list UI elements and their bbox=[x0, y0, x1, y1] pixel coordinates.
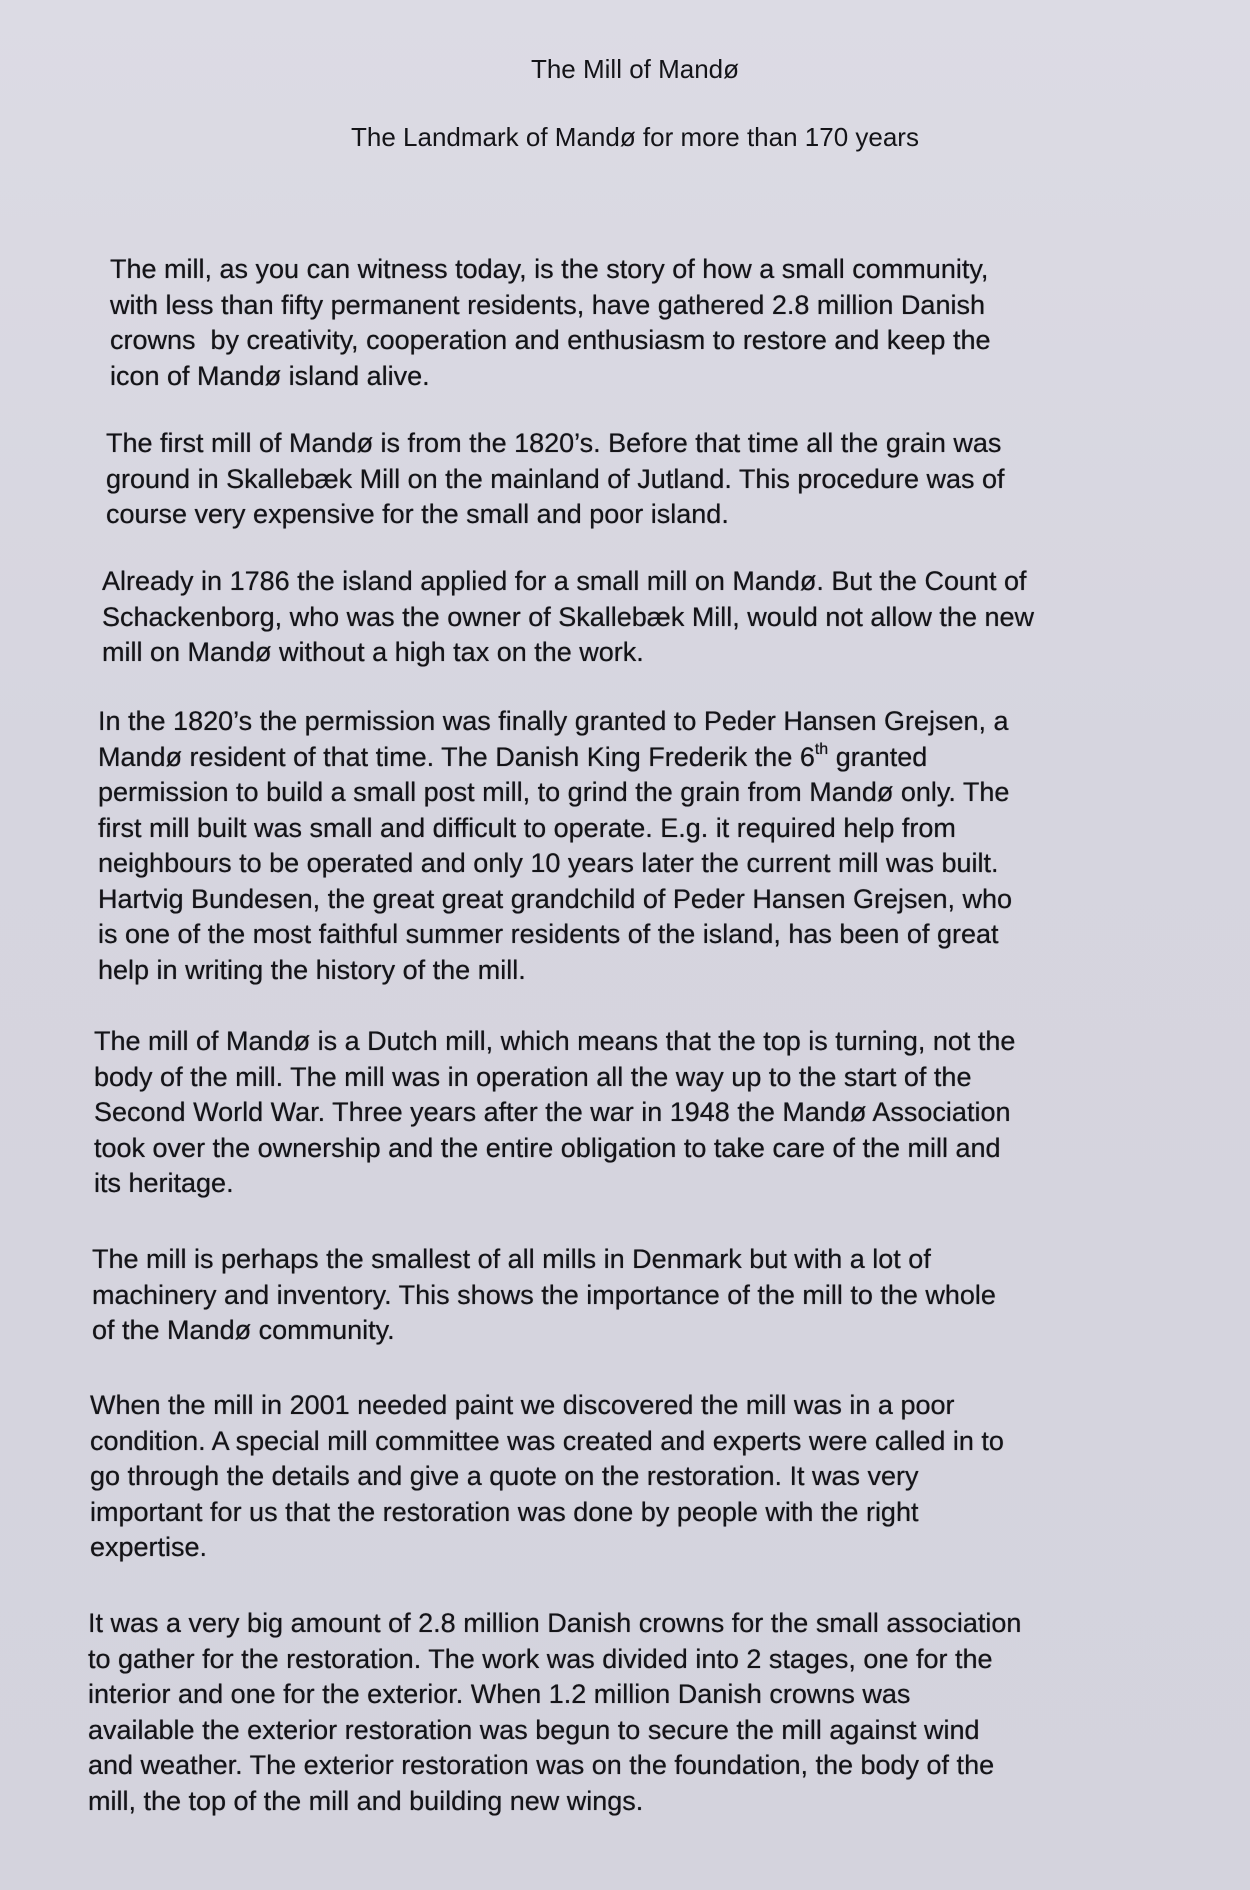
text-line: help in writing the history of the mill. bbox=[98, 954, 526, 985]
text-line: available the exterior restoration was begun to secure the mill against wind bbox=[88, 1714, 980, 1745]
text-line: Schackenborg, who was the owner of Skallebæk Mill, would not allow the new bbox=[102, 601, 1034, 632]
text-line: Hartvig Bundesen, the great great grandchild of Peder Hansen Grejsen, who bbox=[98, 883, 1013, 914]
text-line: to gather for the restoration. The work was divided into 2 stages, one for the bbox=[88, 1643, 993, 1674]
text-line: condition. A special mill committee was created and experts were called in to bbox=[90, 1425, 1004, 1456]
text-line: machinery and inventory. This shows the importance of the mill to the whole bbox=[92, 1279, 996, 1310]
text-line: course very expensive for the small and poor island. bbox=[106, 499, 729, 529]
paragraph-smallest-mill bbox=[92, 1242, 996, 1349]
text-line: icon of Mandø island alive. bbox=[110, 360, 430, 391]
text-line: ground in Skallebæk Mill on the mainland of Jutland. This procedure was of bbox=[106, 463, 1005, 494]
superscript: th bbox=[814, 740, 829, 758]
text-line: first mill built was small and difficult to operate. E.g. it required help from bbox=[98, 812, 956, 843]
paragraph-dutch-mill bbox=[94, 1024, 1015, 1202]
text-line: Second World War. Three years after the war in 1948 the Mandø Association bbox=[94, 1097, 1011, 1127]
text-line: its heritage. bbox=[94, 1168, 234, 1198]
text-fragment: Mandø resident of that time. The Danish King Frederik the 6 bbox=[98, 741, 815, 772]
paragraph-restoration-funding bbox=[88, 1606, 1021, 1819]
text-line: The mill, as you can witness today, is the story of how a small community, bbox=[110, 254, 989, 284]
text-line: mill, the top of the mill and building new wings. bbox=[88, 1785, 644, 1816]
document-title: The Mill of Mandø bbox=[530, 54, 740, 84]
text-line: The mill of Mandø is a Dutch mill, which means that the top is turning, not the bbox=[94, 1026, 1016, 1056]
text-line: The mill is perhaps the smallest of all mills in Denmark but with a lot of bbox=[92, 1244, 931, 1274]
text-line: go through the details and give a quote on the restoration. It was very bbox=[90, 1461, 919, 1491]
text-line: Already in 1786 the island applied for a small mill on Mandø. But the Count of bbox=[102, 566, 1027, 596]
text-line: body of the mill. The mill was in operation all the way up to the start of the bbox=[94, 1061, 972, 1092]
text-line: took over the ownership and the entire obligation to take care of the mill and bbox=[94, 1132, 1001, 1163]
text-line: is one of the most faithful summer residents of the island, has been of great bbox=[98, 919, 999, 949]
document-subtitle: The Landmark of Mandø for more than 170 years bbox=[351, 122, 919, 152]
text-line: and weather. The exterior restoration was on the foundation, the body of the bbox=[88, 1750, 995, 1780]
text-line: crowns by creativity, cooperation and enthusiasm to restore and keep the bbox=[110, 325, 991, 355]
text-line: with less than fifty permanent residents, have gathered 2.8 million Danish bbox=[110, 289, 985, 320]
paragraph-2001-condition bbox=[90, 1388, 1004, 1566]
text-line: interior and one for the exterior. When 1.2 million Danish crowns was bbox=[88, 1679, 911, 1709]
text-line: neighbours to be operated and only 10 years later the current mill was built. bbox=[98, 848, 999, 878]
text-line: The first mill of Mandø is from the 1820’s. Before that time all the grain was bbox=[106, 428, 1002, 458]
text-line: It was a very big amount of 2.8 million Danish crowns for the small association bbox=[88, 1608, 1022, 1638]
paragraph-1786-application bbox=[102, 564, 1034, 671]
paragraph-first-mill bbox=[106, 426, 1005, 533]
text-line: expertise. bbox=[90, 1532, 208, 1562]
text-line: of the Mandø community. bbox=[92, 1315, 395, 1345]
text-fragment: granted bbox=[828, 741, 928, 772]
text-line: permission to build a small post mill, to grind the grain from Mandø only. The bbox=[98, 777, 1010, 807]
text-line bbox=[98, 740, 1012, 776]
text-line: mill on Mandø without a high tax on the work. bbox=[102, 637, 644, 667]
text-line: In the 1820’s the permission was finally granted to Peder Hansen Grejsen, a bbox=[98, 706, 1009, 736]
text-line: When the mill in 2001 needed paint we discovered the mill was in a poor bbox=[90, 1390, 955, 1420]
paragraph-permission bbox=[98, 704, 1012, 988]
text-line: important for us that the restoration was done by people with the right bbox=[90, 1496, 919, 1527]
paragraph-community bbox=[110, 252, 990, 394]
